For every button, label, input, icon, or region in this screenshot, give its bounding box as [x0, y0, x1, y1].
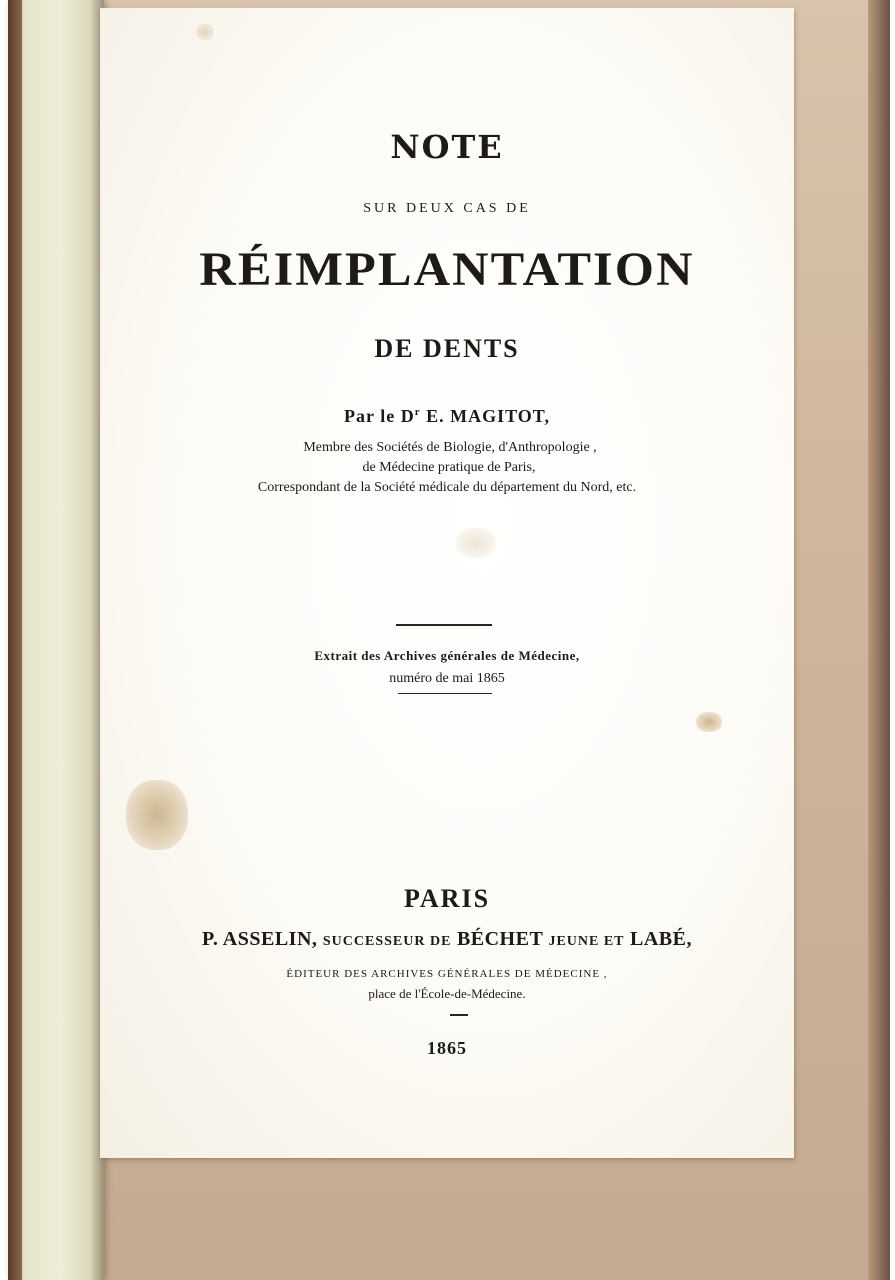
book-spine-endpaper: [8, 0, 104, 1280]
spine-leather-strip: [8, 0, 22, 1280]
title-note: NOTE: [390, 128, 504, 166]
year-rule: [450, 1014, 468, 1016]
title-dents: DE DENTS: [374, 334, 520, 363]
publisher-bechet: BÉCHET: [456, 928, 543, 950]
divider-rule-top: [396, 624, 492, 626]
publisher-name: P. ASSELIN,: [202, 928, 318, 950]
publication-city: PARIS: [403, 884, 491, 913]
publisher-jeune: JEUNE ET: [548, 934, 625, 949]
address-line: place de l'École-de-Médecine.: [368, 986, 526, 1001]
author-title-sup: r: [414, 406, 421, 418]
extract-line: Extrait des Archives générales de Médecine,: [314, 648, 580, 663]
affiliation-line-1: Membre des Sociétés de Biologie, d'Anthropologie ,: [303, 440, 597, 455]
issue-line: numéro de mai 1865: [389, 671, 505, 686]
publisher-successor: SUCCESSEUR DE: [322, 934, 452, 949]
author-prefix: Par le D: [344, 406, 415, 426]
publication-year: 1865: [427, 1038, 467, 1058]
title-page: [100, 8, 794, 1158]
divider-rule-bottom: [398, 693, 492, 694]
stain-mark: [696, 712, 722, 732]
title-main: RÉIMPLANTATION: [199, 243, 695, 296]
author-line: [100, 406, 794, 427]
author-name: E. MAGITOT,: [420, 406, 550, 426]
stain-mark: [126, 780, 188, 850]
affiliation-line-3: Correspondant de la Société médicale du département du Nord, etc.: [257, 480, 637, 495]
stain-mark: [456, 528, 496, 558]
publisher-labe: LABÉ,: [630, 928, 692, 950]
affiliation-line-2: de Médecine pratique de Paris,: [362, 460, 536, 475]
stain-mark: [196, 24, 214, 40]
publisher-line: [100, 928, 794, 951]
editor-line: ÉDITEUR DES ARCHIVES GÉNÉRALES DE MÉDECINE ,: [286, 968, 608, 980]
title-subtitle: SUR DEUX CAS DE: [363, 201, 531, 216]
back-cover-edge: [868, 0, 890, 1280]
